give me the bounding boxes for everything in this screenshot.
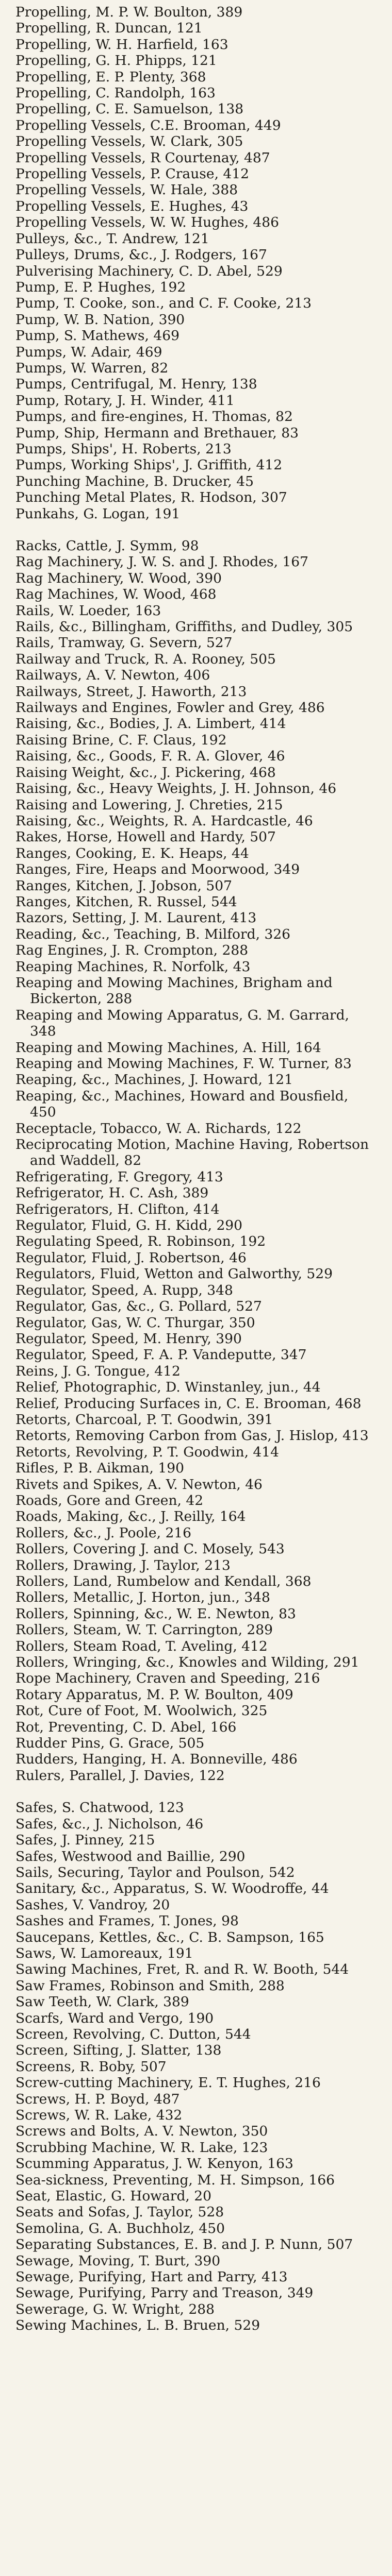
- index-entry: Rudder Pins, G. Grace, 505: [15, 1735, 205, 1752]
- index-entry: Ranges, Kitchen, J. Jobson, 507: [15, 877, 232, 894]
- index-entry: Seat, Elastic, G. Howard, 20: [15, 2188, 211, 2205]
- index-entry: Regulator, Speed, M. Henry, 390: [15, 1330, 242, 1347]
- index-entry: Rotary Apparatus, M. P. W. Boulton, 409: [15, 1686, 293, 1703]
- index-entry: Scarfs, Ward and Vergo, 190: [15, 2010, 214, 2026]
- index-entry: Rollers, Steam, W. T. Carrington, 289: [15, 1622, 273, 1638]
- index-entry: Seats and Sofas, J. Taylor, 528: [15, 2204, 224, 2221]
- index-entry: Sewage, Purifying, Hart and Parry, 413: [15, 2269, 288, 2285]
- index-entry: Screen, Revolving, C. Dutton, 544: [15, 2026, 251, 2042]
- index-entry: Ranges, Fire, Heaps and Moorwood, 349: [15, 861, 300, 878]
- index-entry: Pulverising Machinery, C. D. Abel, 529: [15, 263, 283, 279]
- index-entry: Rivets and Spikes, A. V. Newton, 46: [15, 1476, 263, 1493]
- index-entry: Propelling, E. P. Plenty, 368: [15, 69, 206, 85]
- index-entry: Scrubbing Machine, W. R. Lake, 123: [15, 2139, 268, 2156]
- index-entry: Raising and Lowering, J. Chreties, 215: [15, 796, 283, 813]
- index-entry: Raising, &c., Heavy Weights, J. H. Johnson, 46: [15, 781, 337, 797]
- index-entry: Reaping Machines, R. Norfolk, 43: [15, 958, 251, 975]
- index-entry: Saucepans, Kettles, &c., C. B. Sampson, 165: [15, 1929, 324, 1945]
- index-entry: Raising, &c., Goods, F. R. A. Glover, 46: [15, 748, 285, 765]
- index-entry: Rollers, Wringing, &c., Knowles and Wilding, 291: [15, 1654, 360, 1671]
- index-entry: Propelling Vessels, W. W. Hughes, 486: [15, 214, 279, 231]
- index-entry: Safes, J. Pinney, 215: [15, 1832, 155, 1849]
- index-entry: Rails, &c., Billingham, Griffiths, and Dudley, 305: [15, 619, 353, 635]
- index-entry: Screws and Bolts, A. V. Newton, 350: [15, 2123, 268, 2140]
- index-entry: Screen, Sifting, J. Slatter, 138: [15, 2042, 222, 2059]
- index-entry: Reaping and Mowing Machines, A. Hill, 164: [15, 1039, 321, 1056]
- index-entry: Saw Teeth, W. Clark, 389: [15, 1994, 189, 2010]
- index-entry: Screws, H. P. Boyd, 487: [15, 2091, 180, 2107]
- index-entry: Retorts, Removing Carbon from Gas, J. Hislop, 413: [15, 1428, 369, 1444]
- index-entry: Regulator, Fluid, J. Robertson, 46: [15, 1249, 247, 1266]
- index-entry: Refrigerator, H. C. Ash, 389: [15, 1185, 209, 1201]
- index-entry: Pumps, Ships', H. Roberts, 213: [15, 440, 232, 457]
- index-entry: Rag Machines, W. Wood, 468: [15, 586, 217, 603]
- index-entry: Propelling Vessels, P. Crause, 412: [15, 166, 249, 182]
- index-entry: Regulator, Gas, W. C. Thurgar, 350: [15, 1314, 255, 1331]
- index-entry: Pump, Rotary, J. H. Winder, 411: [15, 392, 235, 409]
- index-entry: Sewage, Purifying, Parry and Treason, 349: [15, 2285, 314, 2301]
- index-entry: Ranges, Kitchen, R. Russel, 544: [15, 893, 237, 910]
- index-entry: Pumps, W. Warren, 82: [15, 360, 169, 376]
- index-entry: Rollers, Steam Road, T. Aveling, 412: [15, 1638, 268, 1654]
- index-entry: Sails, Securing, Taylor and Poulson, 542: [15, 1864, 295, 1880]
- index-entry: Reaping and Mowing Machines, F. W. Turner, 83: [15, 1056, 352, 1072]
- index-entry: Propelling Vessels, R Courtenay, 487: [15, 149, 270, 166]
- index-entry: Relief, Photographic, D. Winstanley, jun., 44: [15, 1379, 321, 1396]
- index-entry: Rollers, Drawing, J. Taylor, 213: [15, 1557, 231, 1573]
- index-entry: Regulator, Speed, A. Rupp, 348: [15, 1282, 233, 1298]
- index-entry: Sashes, V. Vandroy, 20: [15, 1896, 170, 1913]
- index-entry: Saw Frames, Robinson and Smith, 288: [15, 1977, 285, 1994]
- index-entry: Propelling, G. H. Phipps, 121: [15, 53, 217, 69]
- index-entry: Rudders, Hanging, H. A. Bonneville, 486: [15, 1751, 298, 1768]
- index-entry: Refrigerators, H. Clifton, 414: [15, 1201, 220, 1217]
- index-entry: Rakes, Horse, Howell and Hardy, 507: [15, 829, 276, 845]
- index-entry: Sanitary, &c., Apparatus, S. W. Woodroffe, 44: [15, 1880, 329, 1897]
- index-entry: Regulators, Fluid, Wetton and Galworthy, 529: [15, 1266, 333, 1282]
- index-entry: Reading, &c., Teaching, B. Milford, 326: [15, 926, 291, 942]
- index-entry: Punching Metal Plates, R. Hodson, 307: [15, 489, 287, 506]
- index-entry: Sewerage, G. W. Wright, 288: [15, 2301, 215, 2317]
- index-entry: Regulator, Speed, F. A. P. Vandeputte, 347: [15, 1347, 307, 1363]
- index-entry: Propelling Vessels, W. Hale, 388: [15, 182, 238, 198]
- index-entry: Pumps, Working Ships', J. Griffith, 412: [15, 457, 283, 473]
- index-entry: Regulator, Gas, &c., G. Pollard, 527: [15, 1298, 262, 1315]
- index-entry: Rag Machinery, W. Wood, 390: [15, 570, 222, 586]
- index-entry: Roads, Making, &c., J. Reilly, 164: [15, 1509, 246, 1525]
- index-entry: Screens, R. Boby, 507: [15, 2058, 167, 2075]
- index-entry: Retorts, Charcoal, P. T. Goodwin, 391: [15, 1411, 273, 1428]
- index-entry: Safes, S. Chatwood, 123: [15, 1800, 184, 1816]
- index-entry: Regulator, Fluid, G. H. Kidd, 290: [15, 1217, 243, 1234]
- index-entry: Safes, Westwood and Baillie, 290: [15, 1848, 246, 1865]
- index-entry: Screws, W. R. Lake, 432: [15, 2107, 183, 2123]
- index-entry: Relief, Producing Surfaces in, C. E. Brooman, 468: [15, 1395, 362, 1412]
- index-entry: Sawing Machines, Fret, R. and R. W. Booth, 544: [15, 1961, 349, 1978]
- index-entry: Punkahs, G. Logan, 191: [15, 505, 181, 522]
- index-entry: Pump, T. Cooke, son., and C. F. Cooke, 213: [15, 295, 312, 312]
- index-entry: Raising Brine, C. F. Claus, 192: [15, 732, 227, 748]
- index-entry: Propelling, W. H. Harfield, 163: [15, 36, 228, 53]
- index-entry: Railways, A. V. Newton, 406: [15, 667, 210, 684]
- index-entry: Propelling Vessels, E. Hughes, 43: [15, 198, 249, 214]
- index-entry: Rollers, &c., J. Poole, 216: [15, 1524, 192, 1541]
- index-entry: Scumming Apparatus, J. W. Kenyon, 163: [15, 2156, 293, 2172]
- index-entry: Pump, W. B. Nation, 390: [15, 311, 185, 328]
- index-entry: Sewing Machines, L. B. Bruen, 529: [15, 2317, 260, 2334]
- index-entry: Reciprocating Motion, Machine Having, Robertson and Waddell, 82: [15, 1137, 369, 1169]
- index-entry: Reaping, &c., Machines, Howard and Bousfield, 450: [15, 1088, 349, 1121]
- index-entry: Rope Machinery, Craven and Speeding, 216: [15, 1670, 320, 1687]
- index-entry: Pulleys, Drums, &c., J. Rodgers, 167: [15, 247, 267, 263]
- index-entry: Raising Weight, &c., J. Pickering, 468: [15, 764, 276, 781]
- index-entry: Propelling Vessels, C.E. Brooman, 449: [15, 117, 281, 133]
- index-entry: Propelling Vessels, W. Clark, 305: [15, 133, 243, 150]
- index-entry: Rifles, P. B. Aikman, 190: [15, 1460, 184, 1477]
- index-entry: Saws, W. Lamoreaux, 191: [15, 1945, 193, 1961]
- index-entry: Raising, &c., Bodies, J. A. Limbert, 414: [15, 716, 286, 732]
- index-entry: Semolina, G. A. Buchholz, 450: [15, 2220, 225, 2236]
- index-entry: Screw-cutting Machinery, E. T. Hughes, 216: [15, 2075, 321, 2091]
- patent-index-list: [15, 4, 378, 2334]
- index-entry: Pump, Ship, Hermann and Brethauer, 83: [15, 425, 299, 441]
- index-entry: Propelling, C. Randolph, 163: [15, 85, 216, 101]
- index-entry: Reaping and Mowing Apparatus, G. M. Garrard, 348: [15, 1007, 349, 1040]
- index-entry: Pumps, W. Adair, 469: [15, 344, 162, 360]
- index-entry: Rot, Preventing, C. D. Abel, 166: [15, 1719, 237, 1735]
- index-entry: Sewage, Moving, T. Burt, 390: [15, 2252, 221, 2269]
- index-entry: Rulers, Parallel, J. Davies, 122: [15, 1767, 225, 1784]
- index-entry: Rollers, Land, Rumbelow and Kendall, 368: [15, 1573, 312, 1589]
- index-entry: Railway and Truck, R. A. Rooney, 505: [15, 651, 276, 667]
- index-entry: Refrigerating, F. Gregory, 413: [15, 1168, 223, 1185]
- index-entry: Rag Engines, J. R. Crompton, 288: [15, 942, 249, 959]
- index-entry: Roads, Gore and Green, 42: [15, 1492, 204, 1509]
- index-entry: Rollers, Metallic, J. Horton, jun., 348: [15, 1589, 270, 1606]
- index-entry: Pump, E. P. Hughes, 192: [15, 279, 186, 295]
- index-entry: Railways, Street, J. Haworth, 213: [15, 683, 247, 700]
- index-entry: Sashes and Frames, T. Jones, 98: [15, 1913, 239, 1929]
- index-entry: Receptacle, Tobacco, W. A. Richards, 122: [15, 1120, 302, 1137]
- index-entry: Reaping, &c., Machines, J. Howard, 121: [15, 1072, 293, 1088]
- index-entry: Raising, &c., Weights, R. A. Hardcastle, 46: [15, 812, 313, 829]
- index-entry: Rollers, Spinning, &c., W. E. Newton, 83: [15, 1605, 296, 1622]
- index-entry: Sea-sickness, Preventing, M. H. Simpson, 166: [15, 2172, 335, 2188]
- index-entry: Pumps, and fire-engines, H. Thomas, 82: [15, 409, 293, 425]
- index-entry: Reins, J. G. Tongue, 412: [15, 1363, 181, 1379]
- index-entry: Railways and Engines, Fowler and Grey, 486: [15, 700, 325, 716]
- index-entry: Pulleys, &c., T. Andrew, 121: [15, 230, 209, 247]
- index-entry: Razors, Setting, J. M. Laurent, 413: [15, 910, 257, 926]
- index-entry: Rot, Cure of Foot, M. Woolwich, 325: [15, 1703, 268, 1719]
- index-entry: Propelling, C. E. Samuelson, 138: [15, 101, 244, 117]
- index-entry: Rag Machinery, J. W. S. and J. Rhodes, 167: [15, 554, 309, 570]
- index-entry: Rails, Tramway, G. Severn, 527: [15, 635, 233, 651]
- index-entry: Safes, &c., J. Nicholson, 46: [15, 1816, 204, 1832]
- index-entry: Regulating Speed, R. Robinson, 192: [15, 1233, 266, 1250]
- index-entry: Pump, S. Mathews, 469: [15, 328, 179, 344]
- index-entry: Propelling, R. Duncan, 121: [15, 20, 203, 37]
- index-entry: Separating Substances, E. B. and J. P. Nunn, 507: [15, 2236, 353, 2253]
- index-entry: Reaping and Mowing Machines, Brigham and Bickerton, 288: [15, 974, 333, 1007]
- index-entry: Rails, W. Loeder, 163: [15, 602, 161, 619]
- index-entry: Propelling, M. P. W. Boulton, 389: [15, 4, 243, 20]
- index-entry: Ranges, Cooking, E. K. Heaps, 44: [15, 845, 249, 861]
- index-entry: Rollers, Covering J. and C. Mosely, 543: [15, 1541, 285, 1557]
- index-entry: Punching Machine, B. Drucker, 45: [15, 473, 254, 489]
- index-entry: Pumps, Centrifugal, M. Henry, 138: [15, 376, 257, 393]
- index-entry: Racks, Cattle, J. Symm, 98: [15, 538, 199, 554]
- index-entry: Retorts, Revolving, P. T. Goodwin, 414: [15, 1444, 279, 1460]
